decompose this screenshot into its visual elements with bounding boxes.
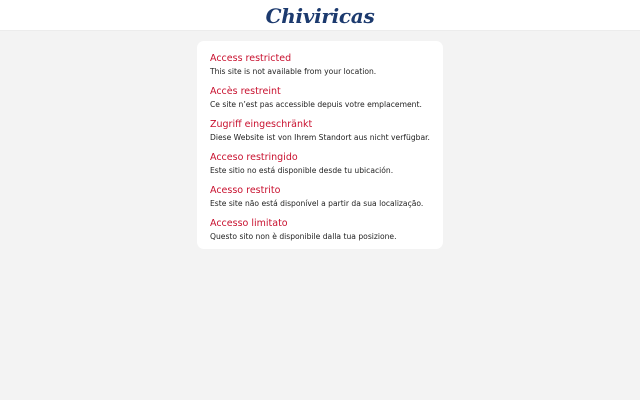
notice-portuguese xyxy=(210,185,431,209)
notice-body: This site is not available from your location. xyxy=(210,67,377,76)
notice-italian xyxy=(210,218,431,242)
notice-spanish xyxy=(210,152,431,176)
notice-title: Access restricted xyxy=(210,53,292,64)
site-logo[interactable]: Chiviricas xyxy=(265,3,375,28)
notice-body: Este site não está disponível a partir da sua localização. xyxy=(210,199,424,208)
notice-french xyxy=(210,86,431,110)
notice-body: Diese Website ist von Ihrem Standort aus nicht verfügbar. xyxy=(210,133,430,142)
notice-title: Accès restreint xyxy=(210,86,281,97)
notice-title: Acceso restringido xyxy=(210,152,298,163)
notice-title: Zugriff eingeschränkt xyxy=(210,119,313,130)
restriction-notice-card xyxy=(197,41,443,249)
top-header xyxy=(0,0,640,31)
notice-title: Accesso limitato xyxy=(210,218,288,229)
notice-body: Este sitio no está disponible desde tu ubicación. xyxy=(210,166,394,175)
notice-title: Acesso restrito xyxy=(210,185,281,196)
notice-english xyxy=(210,53,431,77)
notice-german xyxy=(210,119,431,143)
notice-body: Questo sito non è disponibile dalla tua posizione. xyxy=(210,232,397,241)
notice-body: Ce site n’est pas accessible depuis votre emplacement. xyxy=(210,100,422,109)
